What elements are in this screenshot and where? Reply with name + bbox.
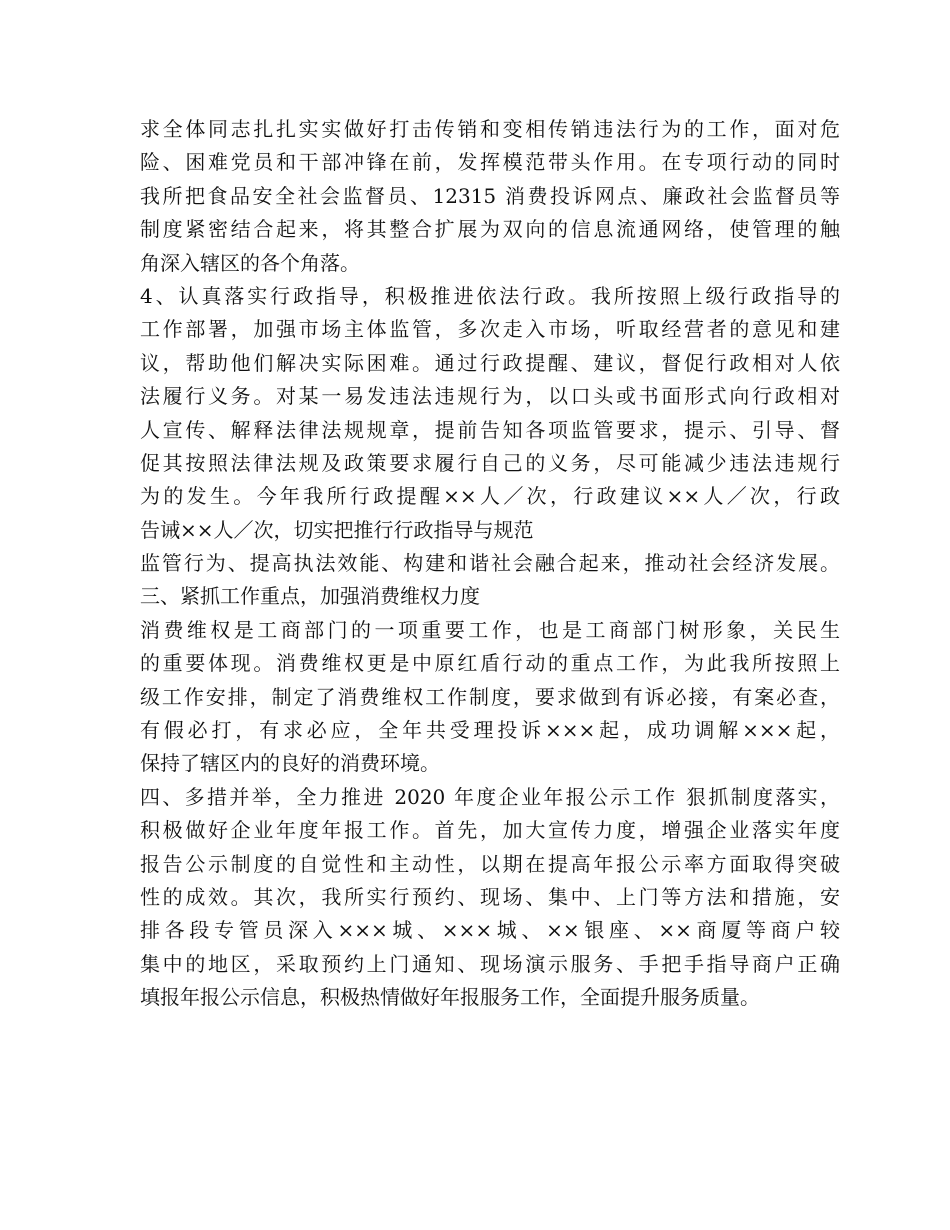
text-line: 级工作安排，制定了消费维权工作制度，要求做到有诉必接，有案必查，	[140, 684, 840, 709]
text-line: 填报年报公示信息，积极热情做好年报服务工作，全面提升服务质量。	[140, 985, 760, 1010]
text-line: 有假必打，有求必应，全年共受理投诉×××起，成功调解×××起，	[140, 718, 840, 743]
text-line: 议，帮助他们解决实际困难。通过行政提醒、建议，督促行政相对人依	[140, 350, 840, 375]
text-line: 的重要体现。消费维权更是中原红盾行动的重点工作，为此我所按照上	[140, 651, 840, 676]
text-line: 排各段专管员深入×××城、×××城、××银座、××商厦等商户较	[140, 918, 840, 943]
text-line: 角深入辖区的各个角落。	[140, 250, 360, 275]
text-line: 消费维权是工商部门的一项重要工作，也是工商部门树形象，关民生	[140, 617, 840, 642]
text-line: 监管行为、提高执法效能、构建和谐社会融合起来，推动社会经济发展。	[140, 551, 840, 576]
text-line: 积极做好企业年度年报工作。首先，加大宣传力度，增强企业落实年度	[140, 818, 840, 843]
text-line: 促其按照法律法规及政策要求履行自己的义务，尽可能减少违法违规行	[140, 450, 840, 475]
text-line: 集中的地区，采取预约上门通知、现场演示服务、手把手指导商户正确	[140, 951, 840, 976]
text-line: 工作部署，加强市场主体监管，多次走入市场，听取经营者的意见和建	[140, 317, 840, 342]
document-body	[140, 113, 840, 1015]
section-heading: 三、紧抓工作重点，加强消费维权力度	[140, 584, 480, 609]
text-line: 险、困难党员和干部冲锋在前，发挥模范带头作用。在专项行动的同时	[140, 150, 840, 175]
text-line: 4、认真落实行政指导，积极推进依法行政。我所按照上级行政指导的	[140, 283, 840, 308]
text-line: 求全体同志扎扎实实做好打击传销和变相传销违法行为的工作，面对危	[140, 117, 840, 141]
text-line: 人宣传、解释法律法规规章，提前告知各项监管要求，提示、引导、督	[140, 417, 840, 442]
text-line: 法履行义务。对某一易发违法违规行为，以口头或书面形式向行政相对	[140, 384, 840, 409]
text-line: 我所把食品安全社会监督员、12315 消费投诉网点、廉政社会监督员等	[140, 183, 840, 208]
text-line: 告诫××人／次，切实把推行行政指导与规范	[140, 517, 534, 542]
text-line: 保持了辖区内的良好的消费环境。	[140, 751, 440, 776]
section-heading: 四、多措并举，全力推进 2020 年度企业年报公示工作 狠抓制度落实，	[140, 784, 840, 809]
text-line: 为的发生。今年我所行政提醒××人／次，行政建议××人／次，行政	[140, 484, 840, 509]
text-line: 报告公示制度的自觉性和主动性，以期在提高年报公示率方面取得突破	[140, 851, 840, 876]
text-line: 性的成效。其次，我所实行预约、现场、集中、上门等方法和措施，安	[140, 884, 840, 909]
text-line: 制度紧密结合起来，将其整合扩展为双向的信息流通网络，使管理的触	[140, 217, 840, 242]
